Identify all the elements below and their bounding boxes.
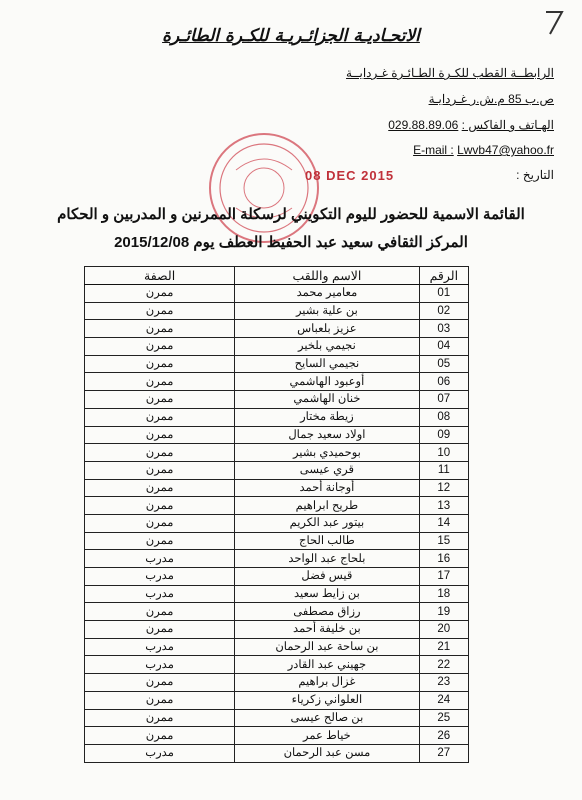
phone-number: 029.88.89.06 xyxy=(388,118,459,132)
row-role: ممرن xyxy=(85,674,235,692)
row-number: 15 xyxy=(419,532,468,550)
row-name: عزيز بلعباس xyxy=(235,320,419,338)
row-number: 23 xyxy=(419,674,468,692)
table-row xyxy=(85,585,469,603)
row-name: طالب الحاج xyxy=(235,532,419,550)
row-name: بن صالح عيسى xyxy=(235,709,419,727)
row-name: بن علية بشير xyxy=(235,302,419,320)
table-row xyxy=(85,674,469,692)
email-line xyxy=(413,143,554,157)
table-row xyxy=(85,391,469,409)
table-body xyxy=(85,285,469,763)
row-role: ممرن xyxy=(85,408,235,426)
row-name: رزاق مصطفى xyxy=(235,603,419,621)
row-number: 01 xyxy=(419,285,468,303)
row-number: 02 xyxy=(419,302,468,320)
row-role: ممرن xyxy=(85,532,235,550)
list-subtitle: المركز الثقافي سعيد عبد الحفيظ العطف يوم 2015/12/08 xyxy=(114,234,468,251)
league-name: الرابطــة القطب للكـرة الطـائـرة غـردايــة xyxy=(346,66,554,80)
federation-title: الاتحـاديـة الجزائـريـة للكـرة الطائـرة xyxy=(162,26,420,46)
row-name: مسن عبد الرحمان xyxy=(235,744,419,762)
table-row xyxy=(85,568,469,586)
row-role: ممرن xyxy=(85,603,235,621)
row-number: 06 xyxy=(419,373,468,391)
row-role: مدرب xyxy=(85,656,235,674)
row-number: 25 xyxy=(419,709,468,727)
table-row xyxy=(85,408,469,426)
table-row xyxy=(85,691,469,709)
table-row xyxy=(85,302,469,320)
date-label: التاريخ : xyxy=(516,168,554,182)
row-number: 22 xyxy=(419,656,468,674)
row-number: 04 xyxy=(419,338,468,356)
row-role: مدرب xyxy=(85,568,235,586)
attendance-table xyxy=(84,266,469,763)
row-name: بوحميدي بشير xyxy=(235,444,419,462)
table-header-row xyxy=(85,267,469,285)
table-row xyxy=(85,727,469,745)
row-name: معامير محمد xyxy=(235,285,419,303)
row-number: 03 xyxy=(419,320,468,338)
table-row xyxy=(85,320,469,338)
row-name: خنان الهاشمي xyxy=(235,391,419,409)
row-name: خياط عمر xyxy=(235,727,419,745)
row-name: بلحاج عبد الواحد xyxy=(235,550,419,568)
row-role: ممرن xyxy=(85,355,235,373)
row-role: ممرن xyxy=(85,285,235,303)
row-number: 08 xyxy=(419,408,468,426)
table-row xyxy=(85,603,469,621)
table-row xyxy=(85,373,469,391)
list-title: القائمة الاسمية للحضور لليوم التكويني لرسكلة الممرنين و المدربين و الحكام xyxy=(57,206,525,223)
po-box: ص.ب 85 م.ش.ر غـردايـة xyxy=(428,92,554,106)
row-name: غزال براهيم xyxy=(235,674,419,692)
row-number: 13 xyxy=(419,497,468,515)
header-role: الصفة xyxy=(85,267,235,285)
row-number: 26 xyxy=(419,727,468,745)
phone-label: الهـاتف و الفاكس : xyxy=(461,118,554,132)
row-name: نجيمي بلخير xyxy=(235,338,419,356)
row-role: ممرن xyxy=(85,320,235,338)
row-name: اولاد سعيد جمال xyxy=(235,426,419,444)
row-number: 16 xyxy=(419,550,468,568)
table-row xyxy=(85,497,469,515)
row-number: 05 xyxy=(419,355,468,373)
row-name: بيتور عبد الكريم xyxy=(235,514,419,532)
row-name: أوجانة أحمد xyxy=(235,479,419,497)
row-role: ممرن xyxy=(85,621,235,639)
row-role: ممرن xyxy=(85,444,235,462)
row-role: ممرن xyxy=(85,727,235,745)
row-number: 11 xyxy=(419,461,468,479)
row-role: ممرن xyxy=(85,373,235,391)
row-role: ممرن xyxy=(85,461,235,479)
row-number: 07 xyxy=(419,391,468,409)
row-role: مدرب xyxy=(85,585,235,603)
email-address[interactable]: Lwvb47@yahoo.fr xyxy=(457,143,554,157)
table-row xyxy=(85,461,469,479)
row-role: ممرن xyxy=(85,479,235,497)
row-role: مدرب xyxy=(85,550,235,568)
row-role: ممرن xyxy=(85,426,235,444)
table-row xyxy=(85,621,469,639)
row-number: 21 xyxy=(419,638,468,656)
row-role: ممرن xyxy=(85,514,235,532)
row-number: 14 xyxy=(419,514,468,532)
row-role: ممرن xyxy=(85,391,235,409)
table-row xyxy=(85,514,469,532)
row-name: بن زايط سعيد xyxy=(235,585,419,603)
row-name: طريح ابراهيم xyxy=(235,497,419,515)
table-row xyxy=(85,656,469,674)
row-role: مدرب xyxy=(85,744,235,762)
row-number: 17 xyxy=(419,568,468,586)
table-row xyxy=(85,638,469,656)
row-name: العلواني زكرياء xyxy=(235,691,419,709)
table-row xyxy=(85,550,469,568)
table-row xyxy=(85,444,469,462)
header-number: الرقم xyxy=(419,267,468,285)
row-number: 09 xyxy=(419,426,468,444)
table-row xyxy=(85,532,469,550)
email-label: E-mail : xyxy=(413,143,454,157)
official-seal-icon xyxy=(206,130,322,246)
row-name: قري عيسى xyxy=(235,461,419,479)
row-role: ممرن xyxy=(85,497,235,515)
row-number: 27 xyxy=(419,744,468,762)
phone-line xyxy=(388,118,554,132)
row-role: مدرب xyxy=(85,638,235,656)
table-row xyxy=(85,285,469,303)
table-row xyxy=(85,355,469,373)
row-name: قيس فضل xyxy=(235,568,419,586)
table-row xyxy=(85,479,469,497)
row-number: 20 xyxy=(419,621,468,639)
date-stamp: 08 DEC 2015 xyxy=(305,168,395,183)
table-row xyxy=(85,338,469,356)
table-row xyxy=(85,744,469,762)
row-name: جهيني عبد القادر xyxy=(235,656,419,674)
header-name: الاسم واللقب xyxy=(235,267,419,285)
row-number: 12 xyxy=(419,479,468,497)
row-role: ممرن xyxy=(85,709,235,727)
row-name: زيطة مختار xyxy=(235,408,419,426)
row-number: 19 xyxy=(419,603,468,621)
row-number: 18 xyxy=(419,585,468,603)
row-number: 10 xyxy=(419,444,468,462)
table-row xyxy=(85,709,469,727)
row-name: أوعبود الهاشمي xyxy=(235,373,419,391)
row-number: 24 xyxy=(419,691,468,709)
row-role: ممرن xyxy=(85,691,235,709)
row-name: نجيمي السايح xyxy=(235,355,419,373)
row-role: ممرن xyxy=(85,302,235,320)
table-row xyxy=(85,426,469,444)
row-name: بن خليفة أحمد xyxy=(235,621,419,639)
row-name: بن ساحة عبد الرحمان xyxy=(235,638,419,656)
row-role: ممرن xyxy=(85,338,235,356)
